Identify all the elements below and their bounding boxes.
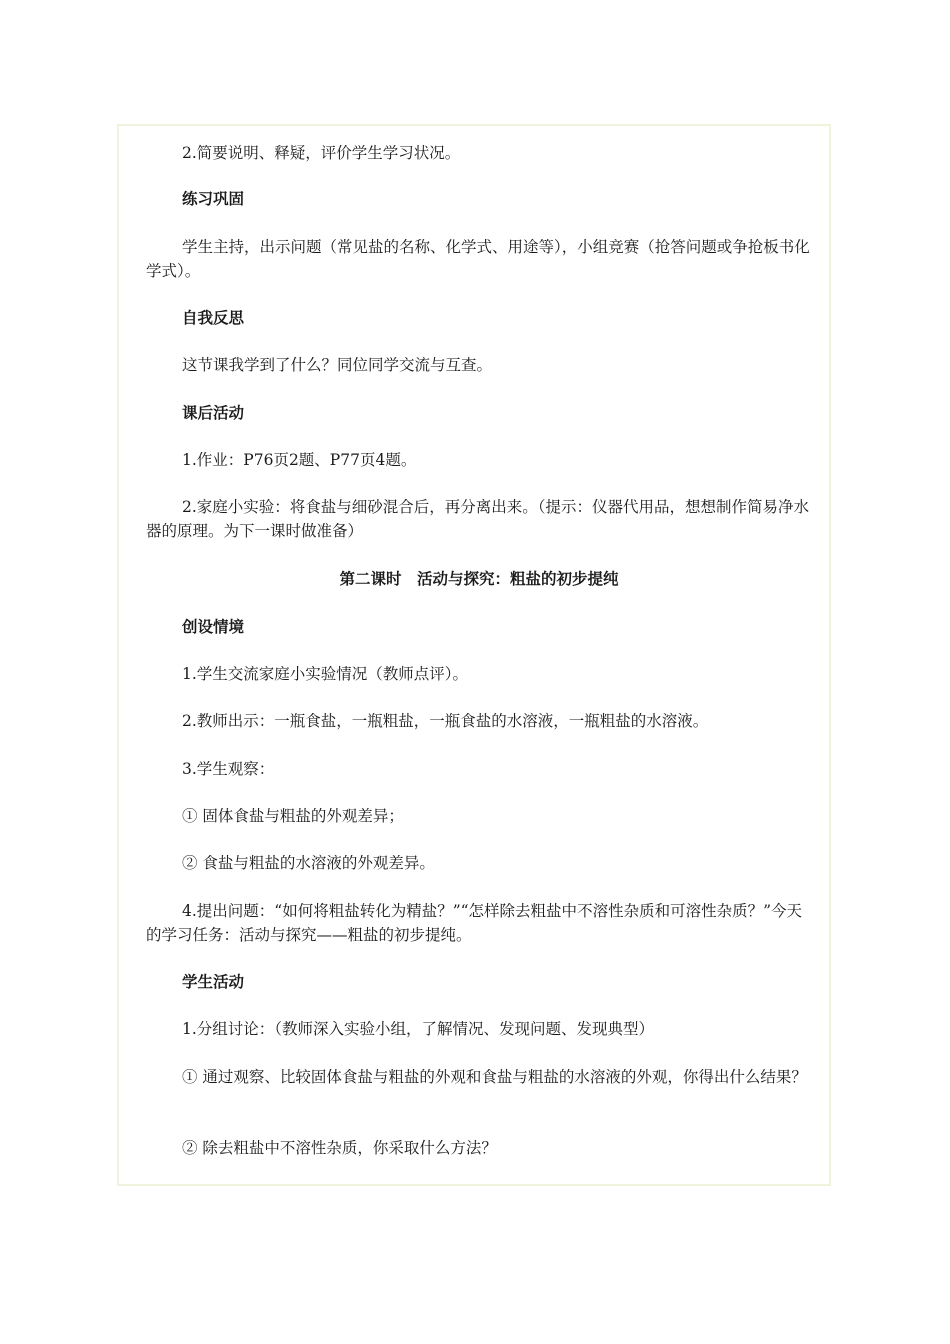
paragraph-teacher-show: 2.教师出示：一瓶食盐，一瓶粗盐，一瓶食盐的水溶液，一瓶粗盐的水溶液。 xyxy=(182,712,709,730)
paragraph-group-discussion: 1.分组讨论：（教师深入实验小组，了解情况、发现问题、发现典型） xyxy=(182,1020,655,1038)
paragraph-discussion-1: ① 通过观察、比较固体食盐与粗盐的外观和食盐与粗盐的水溶液的外观，你得出什么结果？ xyxy=(182,1068,807,1086)
heading-reflection: 自我反思 xyxy=(182,309,245,327)
heading-scenario: 创设情境 xyxy=(182,618,245,636)
paragraph-summary: 2.简要说明、释疑，评价学生学习状况。 xyxy=(182,144,461,162)
paragraph-observe-2: ② 食盐与粗盐的水溶液的外观差异。 xyxy=(182,854,435,872)
paragraph-practice: 学生主持，出示问题（常见盐的名称、化学式、用途等），小组竞赛（抢答问题或争抢板书化学式）。 xyxy=(146,238,810,280)
heading-practice: 练习巩固 xyxy=(182,190,245,208)
paragraph-exchange: 1.学生交流家庭小实验情况（教师点评）。 xyxy=(182,665,469,683)
heading-after-class: 课后活动 xyxy=(182,404,245,422)
paragraph-home-experiment: 2.家庭小实验：将食盐与细砂混合后，再分离出来。（提示：仪器代用品，想想制作简易净水器的原理。为下一课时做准备） xyxy=(146,498,810,540)
section-title: 第二课时 活动与探究：粗盐的初步提纯 xyxy=(339,570,619,588)
paragraph-reflection: 这节课我学到了什么？同位同学交流与互查。 xyxy=(182,356,493,374)
paragraph-observe-1: ① 固体食盐与粗盐的外观差异； xyxy=(182,807,404,825)
paragraph-homework: 1.作业：P76页2题、P77页4题。 xyxy=(182,451,417,469)
paragraph-discussion-2: ② 除去粗盐中不溶性杂质，你采取什么方法？ xyxy=(182,1139,497,1157)
heading-student-activity: 学生活动 xyxy=(182,973,245,991)
paragraph-question: 4.提出问题：“如何将粗盐转化为精盐？”“怎样除去粗盐中不溶性杂质和可溶性杂质？”今天的学习任务：活动与探究——粗盐的初步提纯。 xyxy=(146,902,802,944)
paragraph-observe: 3.学生观察： xyxy=(182,760,275,778)
